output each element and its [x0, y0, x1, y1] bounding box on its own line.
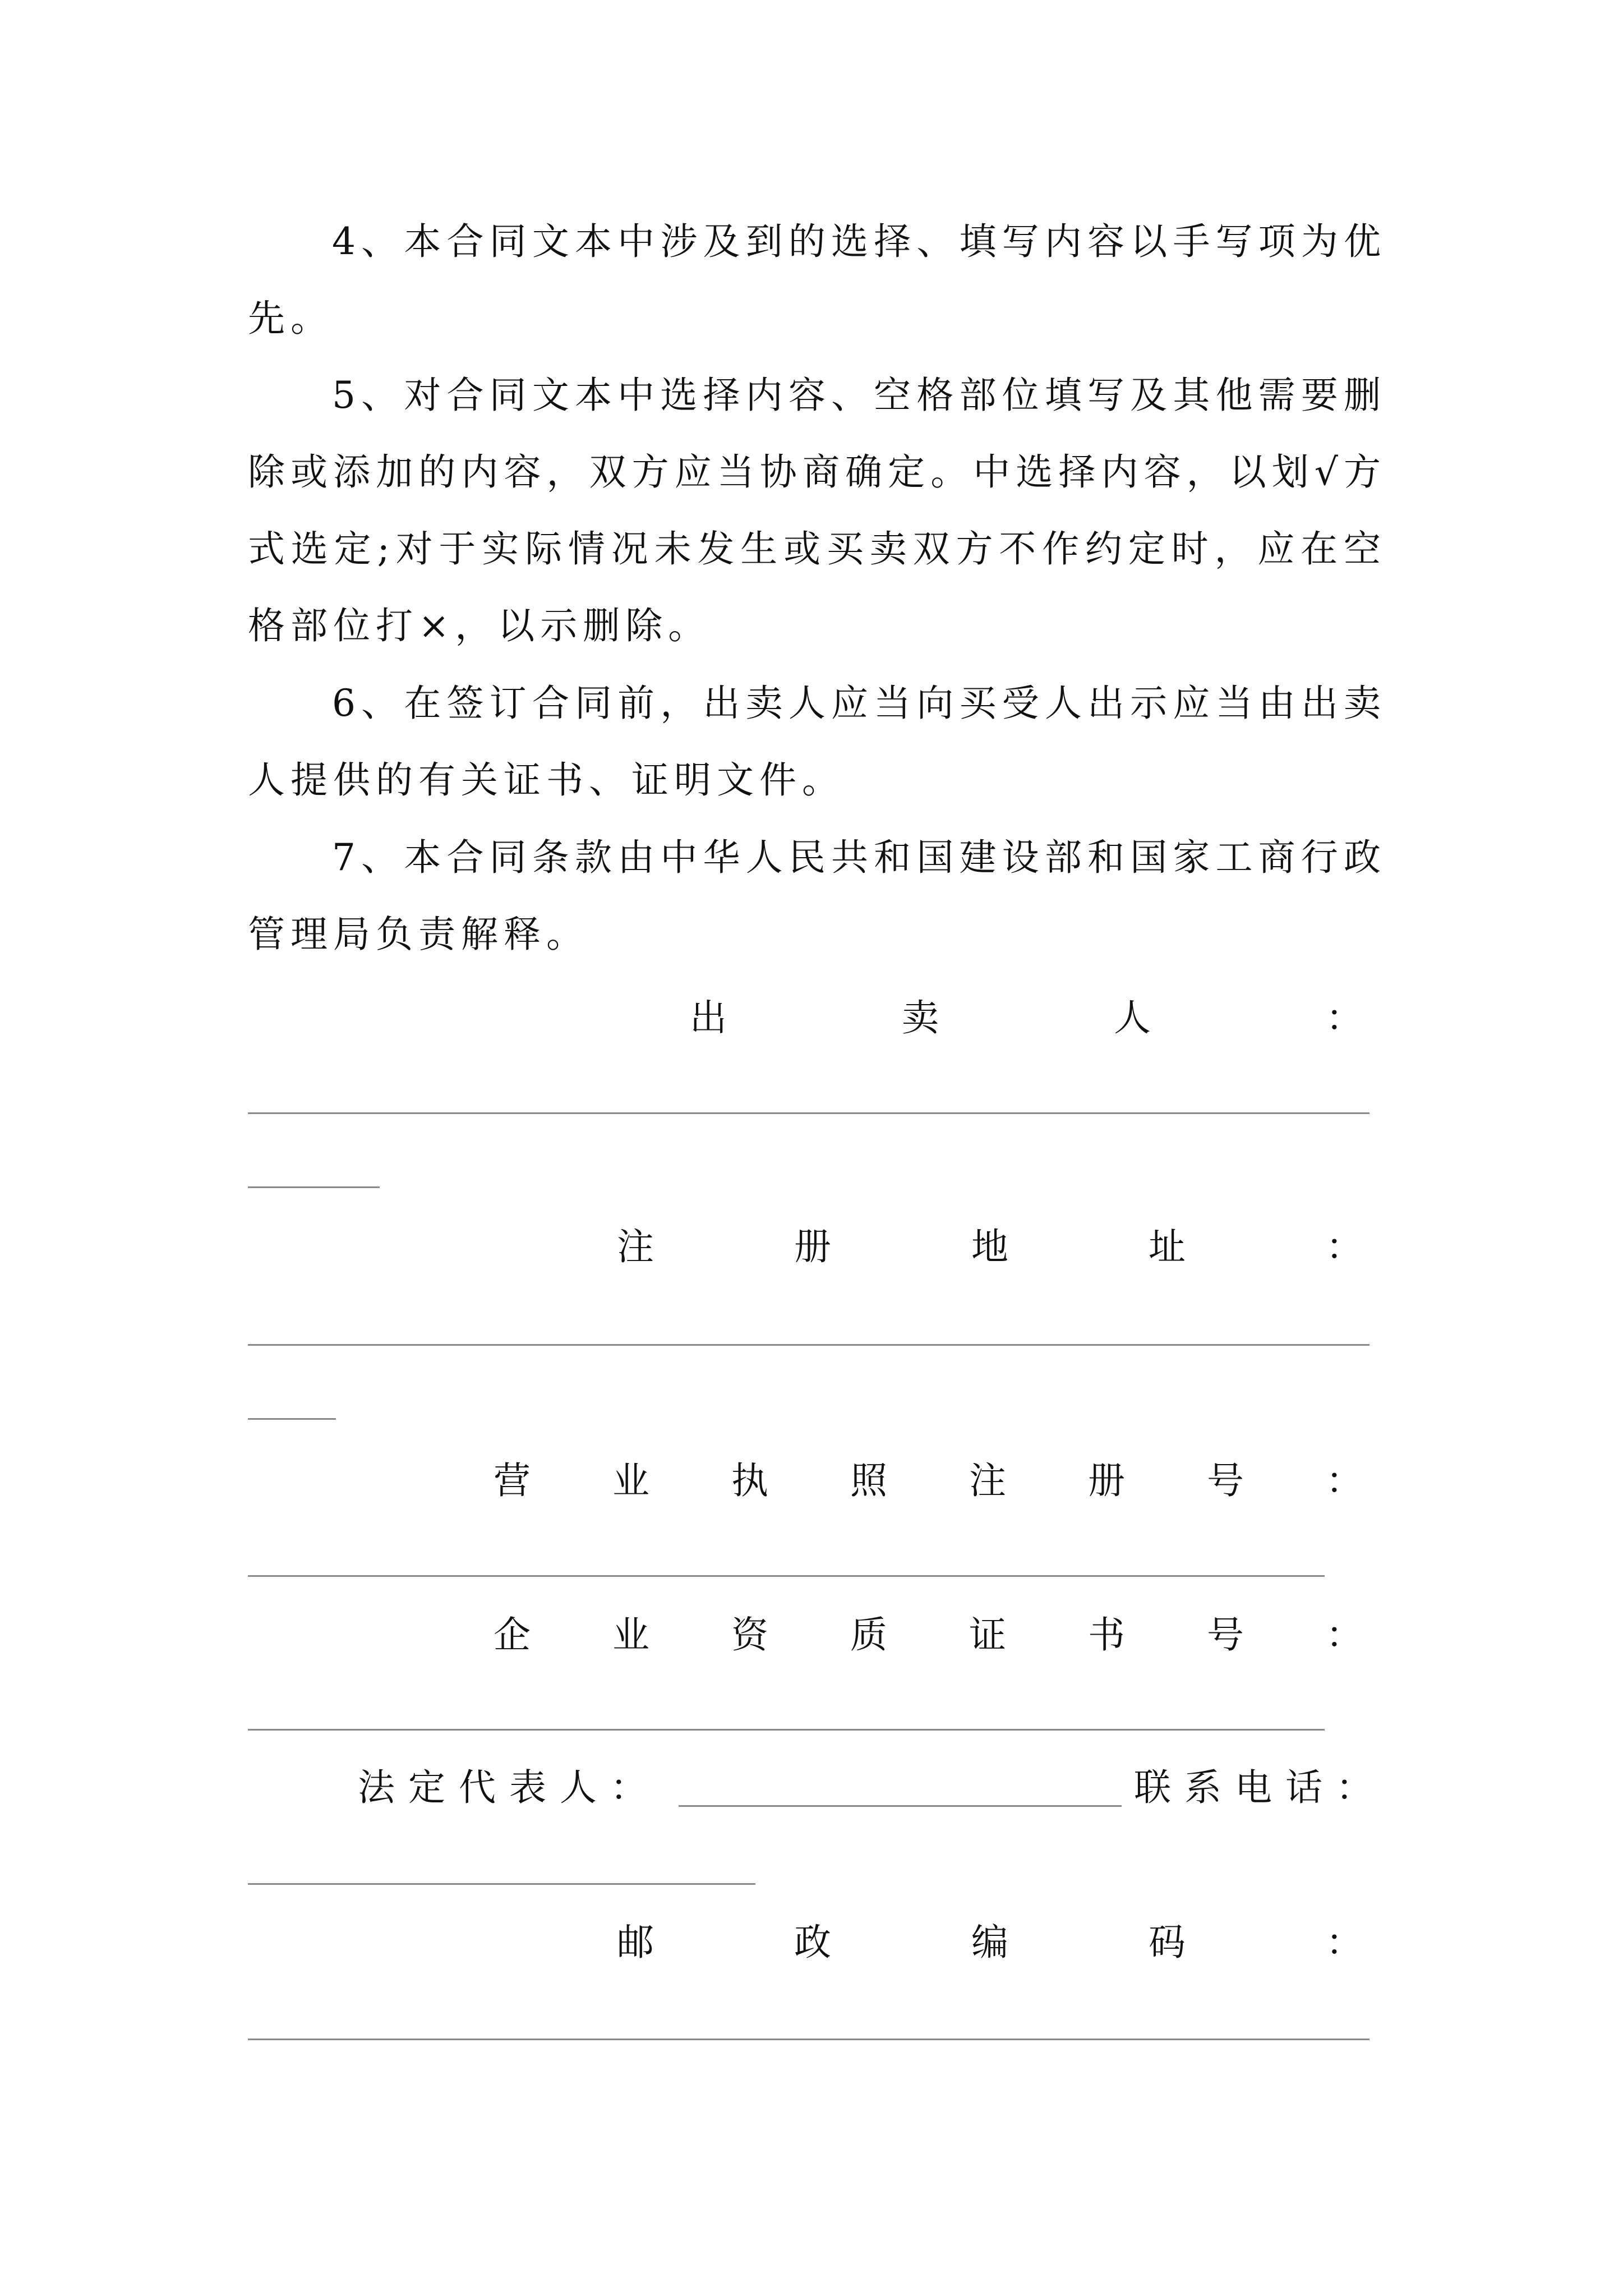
clause-7: 7、本合同条款由中华人民共和国建设部和国家工商行政管理局负责解释。 [248, 836, 1386, 956]
clause-5: 5、对合同文本中选择内容、空格部位填写及其他需要删除或添加的内容，双方应当协商确定。中选择内容，以划√方式选定;对于实际情况未发生或买卖双方不作约定时，应在空格部位打×，以示删除。 [248, 374, 1386, 647]
registered-address-label: 注 册 地 址 ： [617, 1225, 1363, 1268]
seller-line-continued[interactable] [248, 1186, 380, 1188]
seller-label: 出 卖 人 ： [690, 996, 1363, 1039]
clause-4: 4、本合同文本中涉及到的选择、填写内容以手写项为优先。 [248, 220, 1386, 340]
contact-phone-label: 联系电话： [1134, 1766, 1386, 1809]
legal-representative-line[interactable] [679, 1805, 1122, 1807]
contact-phone-line[interactable] [248, 1883, 755, 1885]
qualification-cert-label: 企 业 资 质 证 书 号 ： [494, 1613, 1363, 1657]
clause-6: 6、在签订合同前，出卖人应当向买受人出示应当由出卖人提供的有关证书、证明文件。 [248, 682, 1386, 802]
registered-address-line-continued[interactable] [248, 1418, 336, 1420]
legal-representative-label: 法定代表人： [358, 1766, 661, 1809]
postal-code-label: 邮 政 编 码 ： [617, 1921, 1363, 1964]
qualification-cert-line[interactable] [248, 1729, 1325, 1731]
postal-code-line[interactable] [248, 2039, 1370, 2040]
business-license-line[interactable] [248, 1575, 1325, 1577]
registered-address-line[interactable] [248, 1344, 1370, 1346]
seller-line[interactable] [248, 1112, 1370, 1114]
business-license-label: 营 业 执 照 注 册 号 ： [494, 1459, 1363, 1502]
